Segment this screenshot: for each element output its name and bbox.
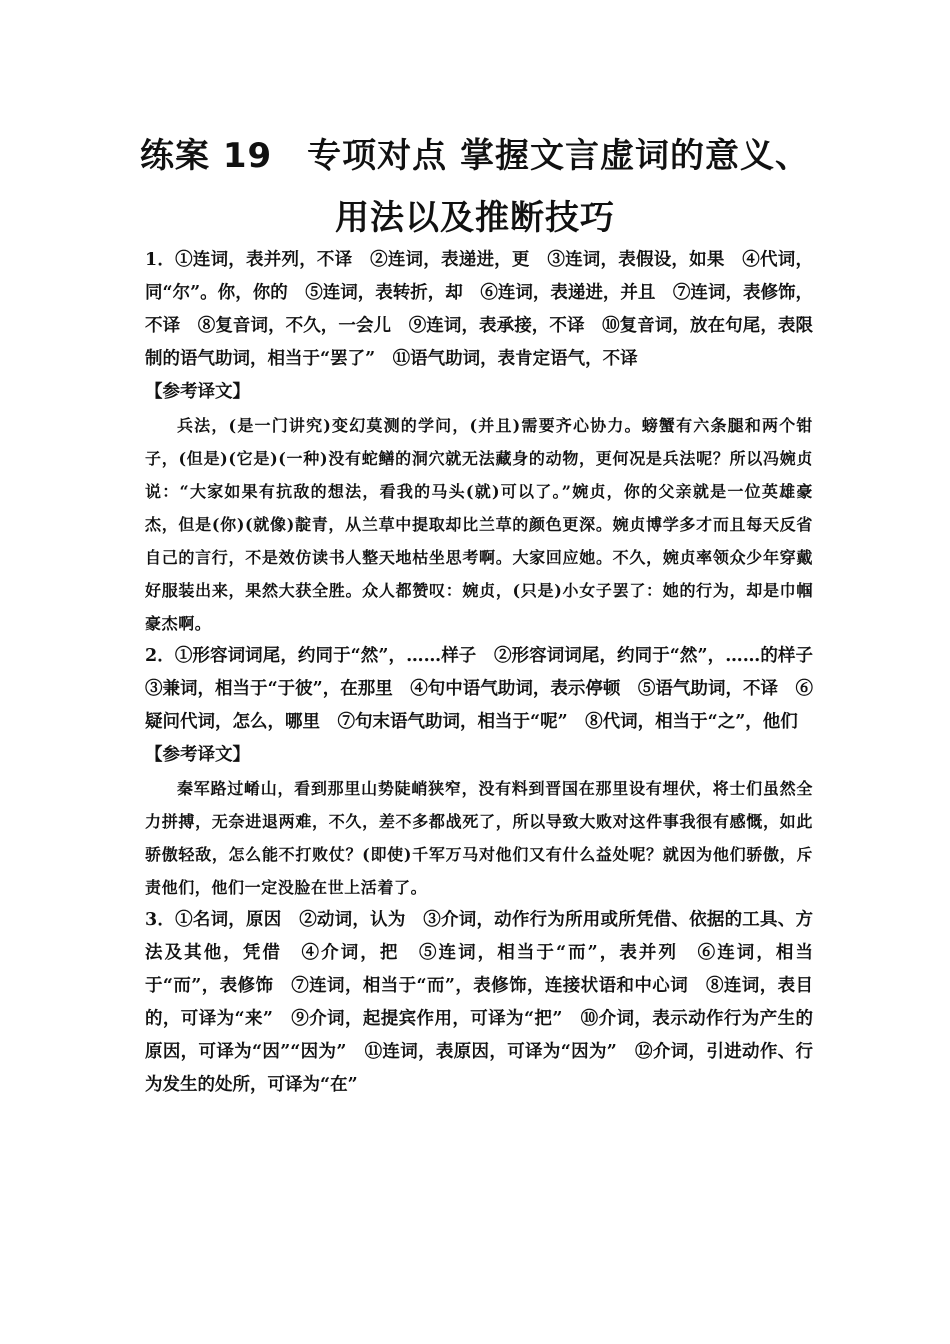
- answer-paragraph-3: 3．①名词，原因 ②动词，认为 ③介词，动作行为所用或所凭借、依据的工具、方法及其他，凭借 ④介词，把 ⑤连词，相当于“而”，表并列 ⑥连词，相当于“而”，表修饰 ⑦连词，相当于“而”，表修饰，连接状语和中心词 ⑧连词，表目的，可译为“来” ⑨介词，起提宾作用，可译为“把” ⑩介词，表示动作行为产生的原因，可译为“因”“因为” ⑪连词，表原因，可译为“因为” ⑫介词，引进动作、行为发生的处所，可译为“在”: [145, 910, 813, 1095]
- document-body: [145, 244, 831, 1102]
- answer-paragraph-1: 1．①连词，表并列，不译 ②连词，表递进，更 ③连词，表假设，如果 ④代词，同“尔”。你，你的 ⑤连词，表转折，却 ⑥连词，表递进，并且 ⑦连词，表修饰，不译 ⑧复音词，不久，一会儿 ⑨连词，表承接，不译 ⑩复音词，放在句尾，表限制的语气助词，相当于“罢了” ⑪语气助词，表肯定语气，不译: [145, 250, 813, 369]
- reference-translation-1: 兵法，(是一门讲究)变幻莫测的学问，(并且)需要齐心协力。螃蟹有六条腿和两个钳子，(但是)(它是)(一种)没有蛇鳝的洞穴就无法藏身的动物，更何况是兵法呢？所以冯婉贞说：“大家如果有抗敌的想法，看我的马头(就)可以了。”婉贞，你的父亲就是一位英雄豪杰，但是(你)(就像)靛青，从兰草中提取却比兰草的颜色更深。婉贞博学多才而且每天反省自己的言行，不是效仿读书人整天地枯坐思考啊。大家回应她。不久，婉贞率领众少年穿戴好服装出来，果然大获全胜。众人都赞叹：婉贞，(只是)小女子罢了：她的行为，却是巾帼豪杰啊。: [145, 416, 813, 633]
- reference-translation-2: 秦军路过崤山，看到那里山势陡峭狭窄，没有料到晋国在那里设有埋伏，将士们虽然全力拼搏，无奈进退两难，不久，差不多都战死了，所以导致大败对这件事我很有感慨，如此骄傲轻敌，怎么能不打败仗？(即使)千军万马对他们又有什么益处呢？就因为他们骄傲，斥责他们，他们一定没脸在世上活着了。: [145, 779, 813, 897]
- reference-translation-label-1: 【参考译文】: [145, 382, 250, 402]
- page-title-line-1: 练案 19 专项对点 掌握文言虚词的意义、: [140, 136, 810, 176]
- reference-translation-label-2: 【参考译文】: [145, 745, 250, 765]
- page-title-line-2: 用法以及推断技巧: [335, 198, 615, 238]
- answer-paragraph-2: 2．①形容词词尾，约同于“然”，……样子 ②形容词词尾，约同于“然”，……的样子 ③兼词，相当于“于彼”，在那里 ④句中语气助词，表示停顿 ⑤语气助词，不译 ⑥疑问代词，怎么，哪里 ⑦句末语气助词，相当于“呢” ⑧代词，相当于“之”，他们: [145, 646, 831, 732]
